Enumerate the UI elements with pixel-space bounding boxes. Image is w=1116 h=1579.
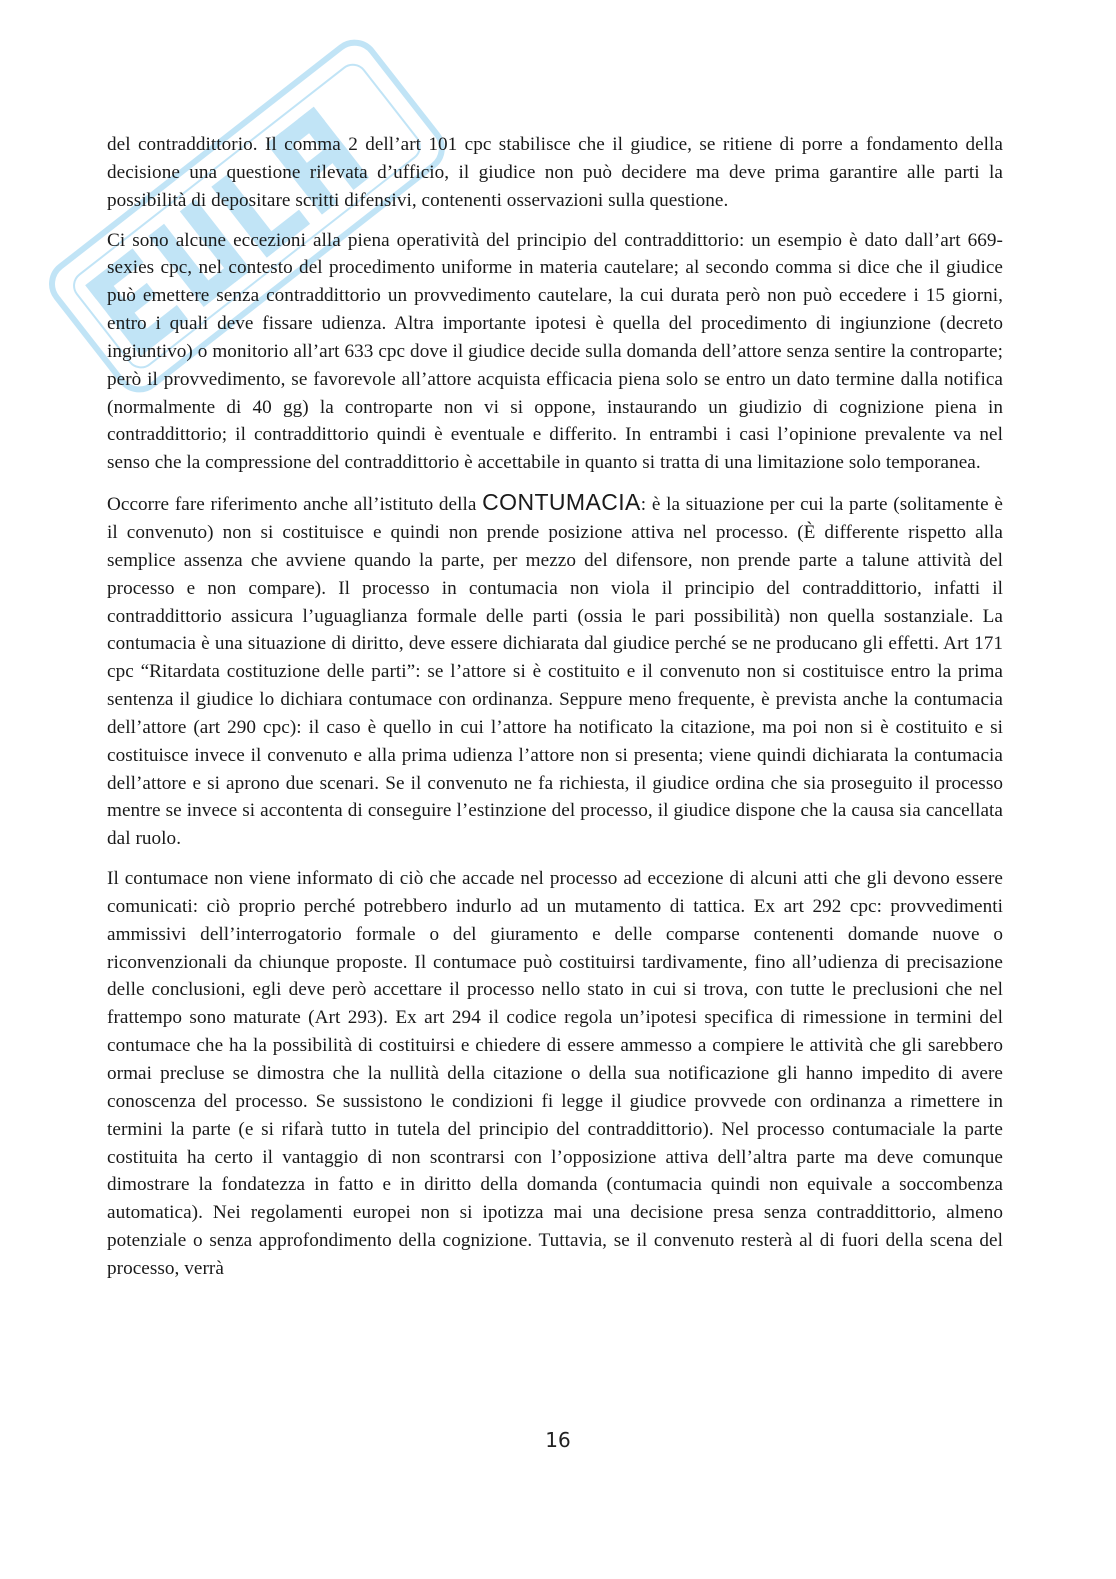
- paragraph-eccezioni: Ci sono alcune eccezioni alla piena operatività del principio del contraddittorio: un esempio è dato dall’art 669-sexies cpc, nel contesto del procedimento uniforme in materia cautelare; al secondo comma si dice che il giudice può emettere senza contraddittorio un provvedimento cautelare, la cui durata però non può eccedere i 15 giorni, entro i quali deve fissare udienza. Altra importante ipotesi è quella del procedimento di ingiunzione (decreto ingiuntivo) o monitorio all’art 633 cpc dove il giudice decide sulla domanda dell’attore senza sentire la controparte; però il provvedimento, se favorevole all’attore acquista efficacia piena solo se entro un dato termine dalla notifica (normalmente di 40 gg) la controparte non vi si oppone, instaurando un giudizio di cognizione piena in contraddittorio; il contraddittorio quindi è eventuale e differito. In entrambi i casi l’opinione prevalente va nel senso che la compressione del contraddittorio è accettabile in quanto si tratta di una limitazione solo temporanea.: [107, 229, 1003, 474]
- paragraph-contumacia: [107, 489, 1003, 853]
- paragraph-contumacia-body: : è la situazione per cui la parte (solitamente è il convenuto) non si costituisce e quindi non prende posizione attiva nel processo. (È differente rispetto alla semplice assenza che avviene quando la parte, per mezzo del difensore, non prende parte a talune attività del processo e non compare). Il processo in contumacia non viola il principio del contraddittorio, infatti il contraddittorio assicura l’uguaglianza formale delle parti (ossia le pari possibilità) non quella sostanziale. La contumacia è una situazione di diritto, deve essere dichiarata dal giudice perché se ne producano gli effetti. Art 171 cpc “Ritardata costituzione delle parti”: se l’attore si è costituito e il convenuto non si costituisce entro la prima sentenza il giudice lo dichiara contumace con ordinanza. Seppure meno frequente, è prevista anche la contumacia dell’attore (art 290 cpc): il caso è quello in cui l’attore ha notificato la citazione, ma poi non si è costituito e si costituisce invece il convenuto e alla prima udienza l’attore non si presenta; viene quindi dichiarata la contumacia dell’attore e si aprono due scenari. Se il convenuto ne fa richiesta, il giudice ordina che sia proseguito il processo mentre se invece si accontenta di conseguire l’estinzione del processo, il giudice dispone che la causa sia cancellata dal ruolo.: [107, 494, 1003, 850]
- paragraph-contumace: Il contumace non viene informato di ciò che accade nel processo ad eccezione di alcuni atti che gli devono essere comunicati: ciò proprio perché potrebbero indurlo ad un mutamento di tattica. Ex art 292 cpc: provvedimenti ammissivi dell’interrogatorio formale o del giuramento e delle comparse contenenti domande nuove o riconvenzionali da chiunque proposte. Il contumace può costituirsi tardivamente, fino all’udienza di precisazione delle conclusioni, egli deve però accettare il processo nello stato in cui si trova, con tutte le preclusioni che nel frattempo sono maturate (Art 293). Ex art 294 il codice regola un’ipotesi specifica di rimessione in termini del contumace che ha la possibilità di costituirsi e chiedere di essere ammesso a compiere le attività che gli sarebbero ormai precluse se dimostra che la nullità della citazione o della sua notificazione gli hanno impedito di avere conoscenza del processo. Se sussistono le condizioni fi legge il giudice provvede con ordinanza a rimettere in termini la parte (e si rifarà tutto in tutela del principio del contraddittorio). Nel processo contumaciale la parte costituita ha certo il vantaggio di non scontrarsi con l’opposizione attiva dell’altra parte ma deve comunque dimostrare la fondatezza in fatto e in diritto della domanda (contumacia quindi non equivale a soccombenza automatica). Nei regolamenti europei non si ipotizza mai una decisione presa senza contraddittorio, almeno potenziale o senza approfondimento della cognizione. Tuttavia, se il convenuto resterà al di fuori della scena del processo, verrà: [107, 868, 1003, 1279]
- paragraph-contraddittorio: del contraddittorio. Il comma 2 dell’art 101 cpc stabilisce che il giudice, se ritiene di porre a fondamento della decisione una questione rilevata d’ufficio, il giudice non può decidere ma deve prima garantire alle parti la possibilità di depositare scritti difensivi, contenenti osservazioni sulla questione.: [107, 134, 1003, 211]
- document-body: [107, 131, 1003, 1295]
- term-contumacia: CONTUMACIA: [482, 489, 641, 516]
- paragraph-contumacia-lead: Occorre fare riferimento anche all’istituto della: [107, 494, 483, 516]
- page-number: 16: [545, 1428, 571, 1452]
